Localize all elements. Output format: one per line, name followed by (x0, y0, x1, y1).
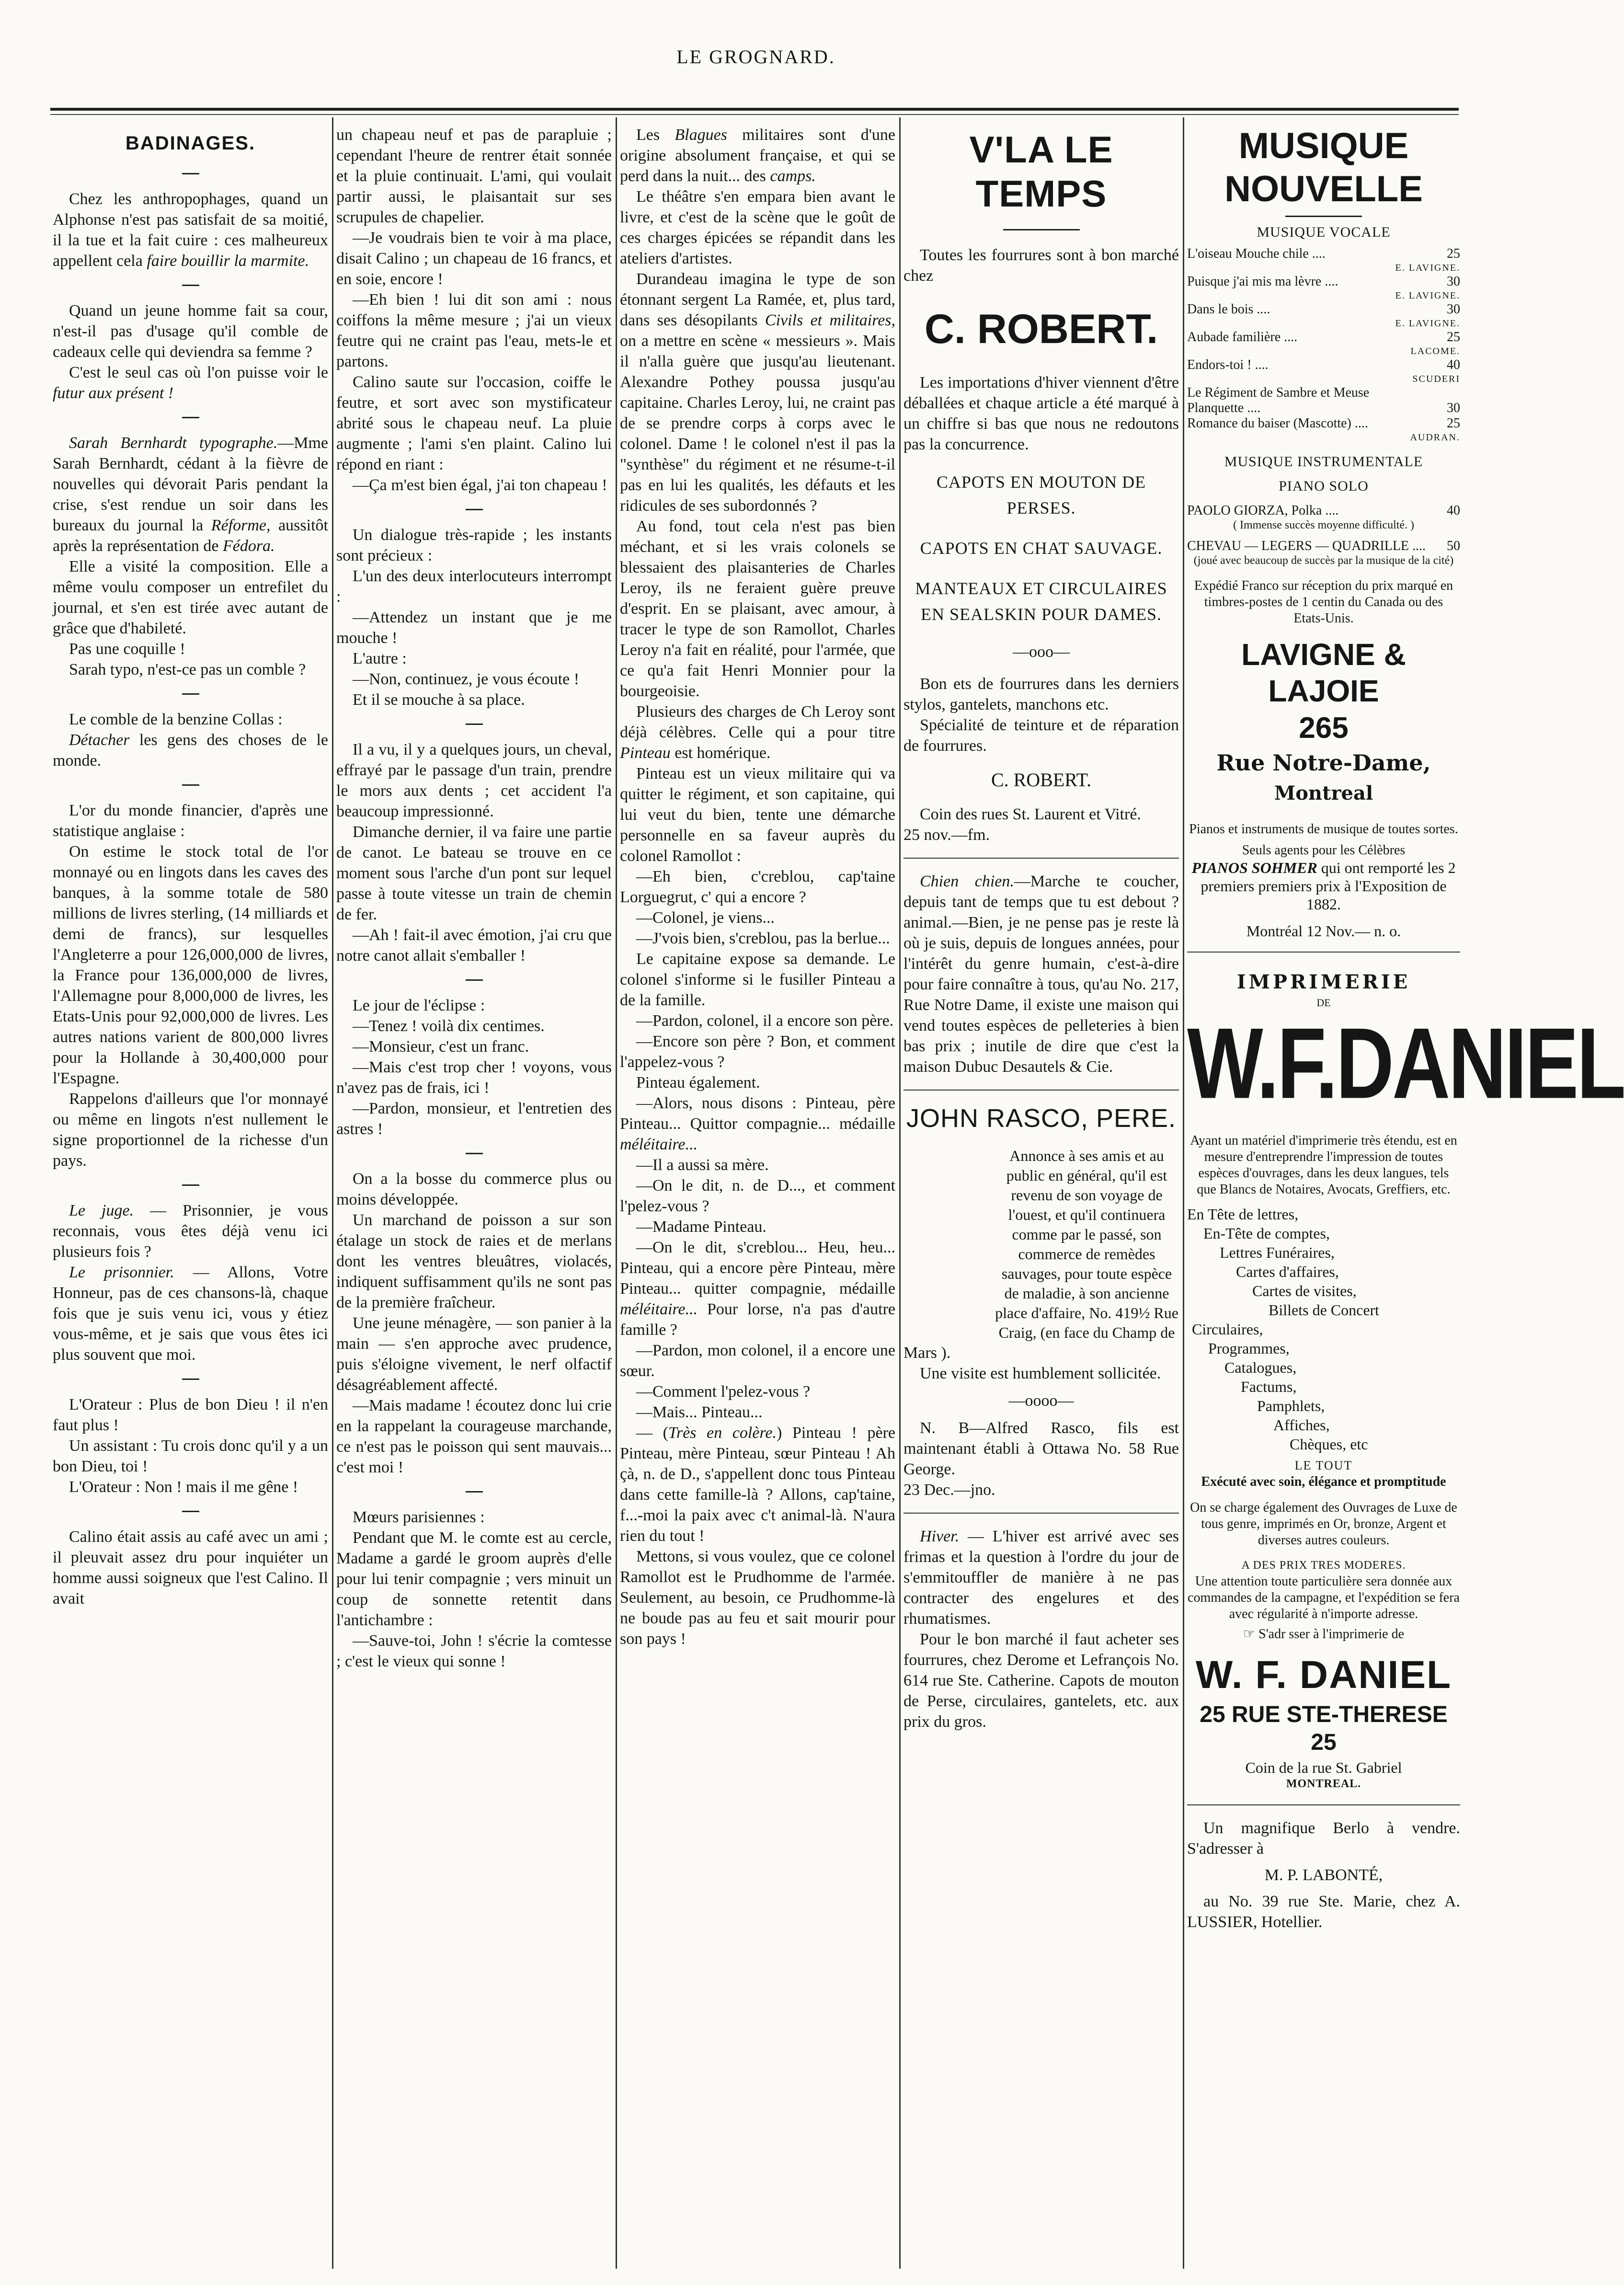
paragraph: C'est le seul cas où l'on puisse voir le futur aux présent ! (53, 364, 328, 402)
paragraph: M. P. LABONTÉ, (1264, 1866, 1383, 1884)
print-list-item: Factums, (1241, 1378, 1297, 1395)
paragraph: Un magnifique Berlo à vendre. S'adresser à (1187, 1819, 1460, 1858)
song-title: Le Régiment de Sambre et Meuse (1187, 385, 1370, 400)
paragraph: —Mais c'est trop cher ! voyons, vous n'avez pas de frais, ici ! (336, 1058, 612, 1097)
print-list-item: Catalogues, (1224, 1359, 1297, 1376)
column-divider (899, 117, 901, 2269)
paragraph: —Pardon, monsieur, et l'entretien des astres ! (336, 1100, 612, 1138)
song-price: 25 (1447, 330, 1460, 344)
song-title: Romance du baiser (Mascotte) .... (1187, 416, 1368, 431)
paragraph: —J'vois bien, s'creblou, pas la berlue... (636, 930, 890, 947)
paragraph: Le juge. — Prisonnier, je vous reconnais, vous êtes déjà venu ici plusieurs fois ? (53, 1202, 328, 1261)
divider (1187, 1804, 1460, 1805)
paragraph: Pas une coquille ! (69, 640, 185, 658)
song-row (1187, 274, 1460, 289)
ad-address: 25 RUE STE-THERESE 25 (1200, 1702, 1448, 1755)
paragraph: N. B—Alfred Rasco, fils est maintenant établi à Ottawa No. 58 Rue George. (903, 1419, 1179, 1478)
piece-row (1187, 539, 1460, 554)
paragraph: au No. 39 rue Ste. Marie, chez A. LUSSIER, Hotellier. (1187, 1893, 1460, 1931)
separator (182, 173, 199, 174)
paragraph: Rappelons d'ailleurs que l'or monnayé ou même en lingots n'est nullement le signe proportionnel de la richesse d'un pays. (53, 1090, 328, 1170)
song-row (1187, 385, 1460, 401)
print-list-item: Affiches, (1273, 1416, 1330, 1434)
section-heading: MUSIQUE VOCALE (1257, 224, 1391, 240)
paragraph: Elle a visité la composition. Elle a même voulu composer un entrefilet du journal, et s'en est tirée avec autant de grâce que d'habileté. (53, 558, 328, 637)
ad-product: CAPOTS EN CHAT SAUVAGE. (920, 539, 1163, 558)
paragraph: Coin de la rue St. Gabriel (1245, 1759, 1402, 1776)
print-list-item: En Tête de lettres, (1187, 1206, 1299, 1223)
separator (182, 1184, 199, 1186)
paragraph: —Alors, nous disons : Pinteau, père Pinteau... Quittor compagnie... médaille méléitaire... (620, 1094, 895, 1153)
piece-title: CHEVAU — LEGERS — QUADRILLE .... (1187, 539, 1426, 553)
song-price: 25 (1447, 416, 1460, 431)
printer-logo: W.F.DANIEL (1187, 1007, 1624, 1120)
print-list-item: Cartes d'affaires, (1236, 1263, 1339, 1280)
paragraph: —Comment l'pelez-vous ? (636, 1383, 811, 1401)
paragraph: Pour le bon marché il faut acheter ses fourrures, chez Derome et Lefrançois No. 614 rue Ste. Catherine. Capots de mouton de Perse, circulaires, gantelets, etc. aux prix du gros. (903, 1631, 1179, 1731)
song-row (1187, 357, 1460, 373)
divider (903, 1513, 1179, 1514)
song-title: Puisque j'ai mis ma lèvre .... (1187, 274, 1338, 289)
column-calino (336, 125, 612, 2262)
paragraph: Pendant que M. le comte est au cercle, Madame a gardé le groom auprès d'elle pour lui tenir compagnie ; vers minuit un coup de sonnette retentit dans l'antichambre : (336, 1529, 612, 1629)
divider (1187, 952, 1460, 953)
paragraph: Dimanche dernier, il va faire une partie de canot. Le bateau se trouve en ce moment sous l'arche d'un pont sur lequel passe à toute vitesse un train de chemin de fer. (336, 823, 612, 923)
piece-list (1187, 503, 1460, 567)
ad-title: NOUVELLE (1224, 169, 1423, 209)
column-divider (616, 117, 617, 2269)
song-author: E. LAVIGNE. (1395, 318, 1460, 329)
column-divider (1183, 117, 1184, 2269)
paragraph: —On le dit, s'creblou... Heu, heu... Pinteau, qui a encore père Pinteau, mère Pinteau... quitter compagnie, médaille méléitaire... Pour lorse, n'a pas d'autre famille ? (620, 1239, 896, 1339)
paragraph: —On le dit, n. de D..., et comment l'pelez-vous ? (620, 1177, 895, 1215)
paragraph: Chien chien.—Marche te coucher, depuis tant de temps que tu est debout ? animal.—Bien, je ne pense pas je reste là où je suis, depuis de longues années, pour l'intérêt du genre humain, c'est-à-dire pour faire connaître à tous, qu'au No. 217, Rue Notre Dame, il existe une maison qui vend toutes espèces de pelleteries à bien bas prix ; inutile de dire que c'est la maison Dubuc Desautels & Cie. (903, 873, 1179, 1076)
paragraph: Mars ). (903, 1344, 951, 1362)
song-price: 30 (1447, 302, 1460, 317)
page-header: LE GROGNARD. (676, 46, 835, 68)
song-author: E. LAVIGNE. (1395, 263, 1460, 273)
paragraph: —Sauve-toi, John ! s'écrie la comtesse ; c'est le vieux qui sonne ! (336, 1632, 612, 1670)
paragraph: —Mais... Pinteau... (636, 1403, 763, 1421)
paragraph: L'autre : (353, 650, 407, 667)
header-rule-thin (50, 114, 1459, 115)
ad-product: MANTEAUX ET CIRCULAIRES EN SEALSKIN POUR DAMES. (915, 579, 1167, 624)
paragraph: —Il a aussi sa mère. (636, 1156, 769, 1174)
paragraph: Pinteau est un vieux militaire qui va quitter le régiment, et son capitaine, qui lui veut du bien, tente une démarche personnelle en sa faveur auprès du colonel Ramollot : (620, 765, 895, 865)
song-list (1187, 246, 1460, 444)
song-title: Planquette .... (1187, 401, 1261, 415)
ad-title: MUSIQUE (1238, 126, 1409, 166)
print-list-item: Chèques, etc (1290, 1435, 1368, 1453)
song-author: LACOME. (1410, 346, 1460, 356)
print-list-item: Lettres Funéraires, (1220, 1244, 1335, 1261)
paragraph: Calino était assis au café avec un ami ; il pleuvait assez dru pour inquiéter un homme aussi soigneux que l'est Calino. Il avait (53, 1528, 328, 1608)
ad-merchant-name: LAVIGNE & LAJOIE (1241, 637, 1406, 708)
paragraph: Pinteau également. (636, 1074, 760, 1091)
paragraph: On estime le stock total de l'or monnayé ou en lingots dans les caves des banques, à la somme totale de 580 millions de livres sterling, (14 milliards et demi de francs), sur lesquelles l'Angleterre a pour 126,000,000 de livres, la France pour 136,000,000 de livres, l'Allemagne pour 8,000,000 de livres, les Etats-Unis pour 92,000,000 de livres. Les autres nations varient de 800,000 livres pour la Hollande à 30,400,000 pour l'Espagne. (53, 843, 328, 1087)
ad-body: Annonce à ses amis et au public en général, qu'il est revenu de son voyage de l'ouest, et qu'il continuera comme par le passé, son commerce de remèdes sauvages, pour toute espèce de maladie, à son ancienne place d'affaire, No. 419½ Rue Craig, (en face du Champ de (995, 1147, 1178, 1341)
print-list-item: Billets de Concert (1269, 1301, 1380, 1319)
ad-title: IMPRIMERIE (1236, 971, 1411, 993)
header-rule (50, 108, 1459, 111)
paragraph: L'or du monde financier, d'après une statistique anglaise : (53, 802, 328, 840)
paragraph: —Tenez ! voilà dix centimes. (353, 1017, 545, 1035)
paragraph: —Attendez un instant que je me mouche ! (336, 609, 612, 647)
divider (903, 858, 1179, 859)
paragraph: Sarah Bernhardt typographe.—Mme Sarah Bernhardt, cédant à la fièvre de nouvelles qui dévorait Paris pendant la crise, s'est rendue un soir dans les bureaux du journal la Réforme, aussitôt après la représentation de Fédora. (53, 434, 328, 555)
paragraph: Détacher les gens des choses de le monde. (53, 731, 329, 769)
separator (182, 784, 199, 786)
piece-price: 40 (1447, 503, 1460, 518)
ornament: —ooo— (1013, 643, 1070, 661)
paragraph: Sarah typo, n'est-ce pas un comble ? (69, 661, 306, 678)
paragraph: —Colonel, je viens... (636, 909, 775, 927)
paragraph: —Non, continuez, je vous écoute ! (353, 670, 580, 688)
song-title: Endors-toi ! .... (1187, 357, 1269, 372)
paragraph: Calino saute sur l'occasion, coiffe le feutre, et sort avec son mystificateur abrité sous le chapeau neuf. La pluie augmente ; l'ami s'en plaint. Calino lui répond en riant : (336, 373, 612, 473)
paragraph: un chapeau neuf et pas de parapluie ; cependant l'heure de rentrer était sonnée et la pluie continuait. L'ami, qui voulait partir aussi, le plaisantait sur ses scrupules de chapelier. (336, 126, 612, 226)
column-blagues (620, 125, 895, 2262)
paragraph: Il a vu, il y a quelques jours, un cheval, effrayé par le passage d'un train, prendre le mors aux dents ; cet accident l'a beaucoup impressionné. (336, 741, 612, 820)
paragraph: Seuls agents pour les Célèbres (1242, 843, 1406, 858)
song-price: 25 (1447, 246, 1460, 261)
section-heading: PIANO SOLO (1279, 478, 1369, 494)
piece-row (1187, 503, 1460, 518)
print-list-item: Pamphlets, (1257, 1397, 1325, 1414)
song-row (1187, 246, 1460, 262)
paragraph: Le jour de l'éclipse : (353, 997, 485, 1014)
paragraph: Ayant un matériel d'imprimerie très étendu, est en mesure d'entreprendre l'impression de toutes espèces d'ouvrages, dans les deux langues, tels que Blancs de Notaires, Avocats, Greffiers, etc. (1190, 1133, 1457, 1197)
ad-city: Montreal (1274, 782, 1373, 804)
paragraph: — (Très en colère.) Pinteau ! père Pinteau, mère Pinteau, sœur Pinteau ! Ah çà, n. de D., s'appellent donc tous Pinteau dans cette famille-là ? Allons, cap'taine, f...-moi la paix avec c't animal-là. N'aura rien du tout ! (620, 1424, 895, 1545)
separator (1285, 216, 1362, 217)
paragraph: Montréal 12 Nov.— n. o. (1246, 922, 1401, 940)
song-author: E. LAVIGNE. (1395, 290, 1460, 301)
separator (466, 1153, 483, 1154)
paragraph: 25 nov.—fm. (903, 826, 990, 844)
separator (1003, 229, 1080, 230)
paragraph: —Madame Pinteau. (636, 1218, 766, 1236)
paragraph: On a la bosse du commerce plus ou moins développée. (336, 1170, 612, 1208)
paragraph: Spécialité de teinture et de réparation de fourrures. (903, 716, 1179, 755)
paragraph: Les importations d'hiver viennent d'être déballées et chaque article a été marqué à un chiffre si bas que nous ne redoutons pas la concurrence. (903, 374, 1179, 453)
paragraph: —Mais madame ! écoutez donc lui crie en la rappelant la courageuse marchande, ce n'est pas le poisson qui sent mauvais... c'est moi ! (336, 1397, 612, 1476)
paragraph: Durandeau imagina le type de son étonnant sergent La Ramée, et, plus tard, dans ses désopilants Civils et militaires, on a mettre en scène « messieurs ». Mais il n'alla guère que jusqu'au lieutenant. Alexandre Pothey poussa jusqu'au capitaine. Charles Leroy, lui, ne craint pas de se prendre corps à corps avec le colonel. Dame ! le colonel n'est il pas la "synthèse" du régiment et ne résume-t-il pas en lui les qualités, les défauts et les ridicules de ses subordonnés ? (620, 270, 896, 515)
separator (182, 693, 199, 695)
paragraph: L'Orateur : Plus de bon Dieu ! il n'en faut plus ! (53, 1396, 328, 1434)
print-list-item: Circulaires, (1192, 1320, 1263, 1338)
ad-title: JOHN RASCO, PERE. (906, 1104, 1177, 1133)
paragraph: Hiver. — L'hiver est arrivé avec ses frimas et la question à l'ordre du jour de s'emmitouffler de manière à ne pas contracter des engelures et des rhumatismes. (903, 1527, 1179, 1628)
piece-price: 50 (1447, 539, 1460, 553)
song-price: 30 (1447, 274, 1460, 289)
paragraph: —Monsieur, c'est un franc. (353, 1038, 529, 1056)
ad-title-de: DE (1316, 997, 1331, 1009)
paragraph: 23 Dec.—jno. (903, 1481, 995, 1499)
column-badinages (53, 125, 328, 2262)
print-list (1187, 1205, 1460, 1454)
piece-title: PAOLO GIORZA, Polka .... (1187, 503, 1339, 518)
column-divider (332, 117, 333, 2269)
paragraph: Une attention toute particulière sera donnée aux commandes de la campagne, et l'expédition se fera avec régularité à n'importe adresse. (1188, 1574, 1460, 1621)
song-price: 40 (1447, 357, 1460, 372)
ad-product: CAPOTS EN MOUTON DE PERSES. (936, 472, 1146, 517)
separator (182, 1511, 199, 1512)
paragraph: On se charge également des Ouvrages de Luxe de tous genre, imprimés en Or, bronze, Argent et diverses autres couleurs. (1190, 1500, 1457, 1548)
paragraph: Le comble de la benzine Collas : (69, 711, 283, 728)
separator (182, 1378, 199, 1380)
paragraph: Un assistant : Tu crois donc qu'il y a un bon Dieu, toi ! (53, 1437, 328, 1475)
song-title: Dans le bois .... (1187, 302, 1270, 317)
separator (466, 509, 483, 510)
divider (903, 1090, 1179, 1091)
ornament: —oooo— (1008, 1392, 1074, 1410)
separator (182, 285, 199, 286)
paragraph: Et il se mouche à sa place. (353, 691, 525, 709)
paragraph: —Eh bien ! lui dit son ami : nous coiffons la même mesure ; j'ai un vieux feutre qui ne craint pas l'eau, mets-le et partons. (336, 291, 612, 370)
section-heading: LE TOUT (1294, 1458, 1353, 1472)
song-row (1187, 401, 1460, 416)
song-author: AUDRAN. (1410, 432, 1460, 443)
paragraph: —Je voudrais bien te voir à ma place, disait Calino ; un chapeau de 16 francs, et en soie, encore ! (336, 229, 612, 288)
separator (466, 723, 483, 725)
paragraph: —Pardon, colonel, il a encore son père. (636, 1012, 894, 1030)
ad-signature: C. ROBERT. (991, 769, 1092, 791)
song-author: SCUDERI (1412, 374, 1460, 384)
song-row (1187, 416, 1460, 431)
paragraph: Un marchand de poisson a sur son étalage un stock de raies et de merlans dont les ventres bleuâtres, violacés, indiquent suffisamment qu'ils ne sont pas de la première fraîcheur. (336, 1211, 612, 1311)
paragraph: —Eh bien, c'creblou, cap'taine Lorguegrut, c' qui a encore ? (620, 868, 895, 906)
paragraph: L'un des deux interlocuteurs interrompt : (336, 567, 612, 606)
paragraph: Pianos et instruments de musique de toutes sortes. (1189, 822, 1458, 837)
song-title: L'oiseau Mouche chile .... (1187, 246, 1326, 261)
separator (466, 979, 483, 981)
paragraph: MONTREAL. (1286, 1778, 1361, 1790)
piece-note: ( Immense succès moyenne difficulté. ) (1233, 519, 1415, 531)
paragraph: Une visite est humblement sollicitée. (920, 1365, 1161, 1382)
paragraph: Le théâtre s'en empara bien avant le livre, et c'est de la scène que le goût de ces charges épicées se répandit dans les ateliers d'artistes. (620, 188, 895, 267)
paragraph: ☞ S'adr sser à l'imprimerie de (1243, 1627, 1405, 1642)
paragraph: Toutes les fourrures sont à bon marché chez (903, 246, 1179, 285)
paragraph: Exécuté avec soin, élégance et promptitude (1201, 1474, 1446, 1489)
ad-merchant-name: C. ROBERT. (924, 306, 1158, 352)
song-row (1187, 330, 1460, 345)
print-list-item: Programmes, (1208, 1340, 1290, 1357)
paragraph: PIANOS SOHMER qui ont remporté les 2 premiers premiers prix à l'Exposition de 1882. (1191, 859, 1456, 913)
paragraph: Les Blagues militaires sont d'une origine absolument française, et qui se perd dans la nuit... des camps. (620, 126, 896, 185)
paragraph: Le capitaine expose sa demande. Le colonel s'informe si le fusiller Pinteau a de la famille. (620, 950, 895, 1009)
song-price: 30 (1447, 401, 1460, 415)
print-list-item: Cartes de visites, (1252, 1282, 1357, 1299)
ad-street: Rue Notre-Dame, (1216, 750, 1431, 776)
paragraph: Mœurs parisiennes : (353, 1508, 485, 1526)
section-heading: BADINAGES. (125, 133, 256, 154)
paragraph: Le prisonnier. — Allons, Votre Honneur, pas de ces chansons-là, chaque fois que je suis venu ici, vous y étiez vous-même, et je sais que vous êtes ici plus souvent que moi. (53, 1263, 328, 1364)
column-ads-furs (903, 125, 1179, 2262)
paragraph: Plusieurs des charges de Ch Leroy sont déjà célèbres. Celle qui a pour titre Pinteau est homérique. (620, 703, 895, 762)
paragraph: Au fond, tout cela n'est pas bien méchant, et si les vrais colonels se blessaient des plaisanteries de Charles Leroy, ils ne feraient guère preuve d'esprit. En se plaisant, avec amour, à tracer le type de son Ramollot, Charles Leroy n'a fait en réalité, pour l'armée, que ce qu'a fait Henri Monnier pour la bourgeoisie. (620, 517, 895, 700)
piece-note: (joué avec beaucoup de succès par la musique de la cité) (1193, 554, 1454, 567)
ad-address-number: 265 (1299, 712, 1349, 745)
paragraph: Une jeune ménagère, — son panier à la main — s'en approche avec prudence, puis s'éloigne vivement, le nerf olfactif désagréablement affecté. (336, 1314, 612, 1394)
ad-merchant-name: W. F. DANIEL (1195, 1653, 1452, 1697)
separator (466, 1491, 483, 1493)
paragraph: —Ça m'est bien égal, j'ai ton chapeau ! (353, 476, 607, 494)
paragraph: —Ah ! fait-il avec émotion, j'ai cru que notre canot allait s'emballer ! (336, 926, 612, 965)
paragraph: Coin des rues St. Laurent et Vitré. (920, 805, 1141, 823)
section-heading: A DES PRIX TRES MODERES. (1241, 1559, 1406, 1572)
separator (182, 417, 199, 418)
paragraph: L'Orateur : Non ! mais il me gêne ! (69, 1478, 298, 1496)
song-title: Aubade familière .... (1187, 330, 1298, 344)
pointing-hand-icon: ☞ (1243, 1627, 1256, 1642)
ad-title: V'LA LE TEMPS (969, 128, 1113, 215)
paragraph: Un dialogue très-rapide ; les instants sont précieux : (336, 526, 612, 564)
column-ads-music-print (1187, 125, 1624, 2262)
paragraph: Chez les anthropophages, quand un Alphonse n'est pas satisfait de sa moitié, il la tue et la fait cuire : ces malheureux appellent cela faire bouillir la marmite. (53, 190, 328, 270)
section-heading: MUSIQUE INSTRUMENTALE (1224, 454, 1423, 470)
paragraph: Quand un jeune homme fait sa cour, n'est-il pas d'usage qu'il comble de cadeaux celle qui deviendra sa femme ? (53, 302, 328, 361)
paragraph: Mettons, si vous voulez, que ce colonel Ramollot est le Prudhomme de l'armée. Seulement, au besoin, ce Prudhomme-là ne boude pas au feu et sait mourir pour son pays ! (620, 1548, 895, 1648)
paragraph: Bon ets de fourrures dans les derniers stylos, gantelets, manchons etc. (903, 675, 1179, 713)
paragraph: Expédié Franco sur réception du prix marqué en timbres-postes de 1 centin du Canada ou des Etats-Unis. (1194, 578, 1453, 626)
song-row (1187, 302, 1460, 317)
paragraph: —Pardon, mon colonel, il a encore une sœur. (620, 1342, 895, 1380)
print-list-item: En-Tête de comptes, (1203, 1225, 1330, 1242)
paragraph: —Encore son père ? Bon, et comment l'appelez-vous ? (620, 1033, 895, 1071)
